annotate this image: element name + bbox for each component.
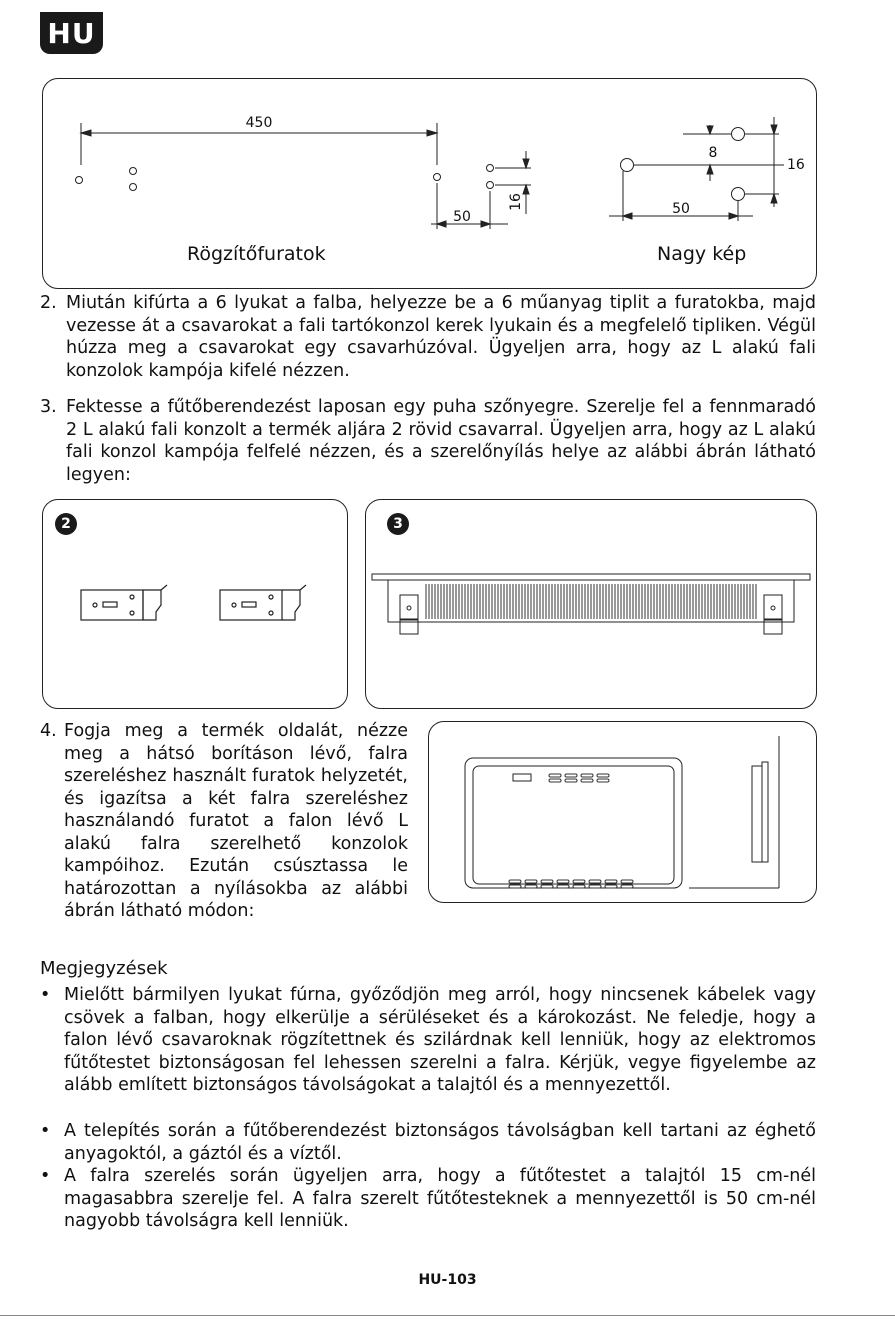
step-2-text: Miután kifúrta a 6 lyukat a falba, helyezze be a 6 műanyag tiplit a furatokba, majd vezesse át a csavarokat a fali tartókonzol kerek lyukain és a megfelelő tipliken. Végül húzza meg a csavarokat egy csavarhúzóval. Ügyeljen arra, hogy az L alakú fali konzolok kampója kifelé nézzen.	[66, 293, 816, 381]
dim-8-label: 8	[708, 145, 718, 161]
figure-3-panel	[365, 499, 817, 709]
note-3	[40, 1165, 816, 1233]
bottom-divider	[0, 1315, 895, 1316]
mounting-holes-panel	[42, 78, 817, 289]
step-3-text: Fektesse a fűtőberendezést laposan egy puha szőnyegre. Szerelje fel a fennmaradó 2 L alakú fali konzolt a termék aljára 2 rövid csavarral. Ügyeljen arra, hogy az L alakú fali konzol kampója felfelé nézzen, és a szerelőnyílás helye az alábbi ábrán látható legyen:	[66, 397, 816, 485]
dim-50-right-label: 50	[672, 201, 690, 217]
figure-4-panel	[428, 721, 817, 903]
wall-mount-diagram	[429, 722, 816, 902]
note-3-text: A falra szerelés során ügyeljen arra, hogy a fűtőtestet a talajtól 15 cm-nél magasabbra szerelje fel. A falra szerelt fűtőtesteknek a mennyezettől is 50 cm-nél nagyobb távolságra kell lenniük.	[64, 1166, 816, 1231]
language-tab: HU	[40, 12, 103, 54]
figure-3-badge: 3	[387, 513, 409, 535]
dim-50-left-label: 50	[453, 209, 471, 225]
step-2	[40, 292, 816, 382]
figure-2-panel	[42, 499, 348, 709]
step-2-number: 2.	[40, 293, 57, 313]
notes-title: Megjegyzések	[40, 958, 168, 979]
figure-2-badge: 2	[55, 513, 77, 535]
bullet-icon: •	[40, 985, 51, 1005]
step-4	[40, 720, 408, 923]
bullet-icon: •	[40, 1166, 51, 1186]
step-3-number: 3.	[40, 397, 57, 417]
note-1	[40, 984, 816, 1097]
dim-16-right-label: 16	[787, 157, 805, 173]
step-4-number: 4.	[40, 721, 57, 741]
caption-mounting-holes: Rögzítőfuratok	[187, 243, 326, 265]
bracket-diagram	[43, 500, 347, 708]
note-2-text: A telepítés során a fűtőberendezést biztonságos távolságban kell tartani az éghető anyagoktól, a gáztól és a víztől.	[64, 1121, 816, 1164]
page-number: HU-103	[418, 1272, 477, 1288]
note-2	[40, 1120, 816, 1165]
step-4-text: Fogja meg a termék oldalát, nézze meg a hátsó borításon lévő, falra szereléshez használt furatok helyzetét, és igazítsa a két falra szereléshez használandó furatot a falon lévő L alakú falra szerelhető konzolok kampóihoz. Ezután csúsztassa le határozottan a nyílásokba az alábbi ábrán látható módon:	[64, 721, 408, 921]
bullet-icon: •	[40, 1121, 51, 1141]
heater-back-diagram	[366, 500, 816, 708]
dim-16-left-label: 16	[508, 193, 524, 211]
step-3	[40, 396, 816, 486]
note-1-text: Mielőtt bármilyen lyukat fúrna, győződjön meg arról, hogy nincsenek kábelek vagy csövek a falban, hogy elkerülje a sérüléseket és a károkozást. Ne feledje, hogy a falon lévő csavaroknak rögzítettnek és szilárdnak kell lenniük, hogy az elektromos fűtőtestet biztonságosan fel lehessen szerelni a falra. Kérjük, vegye figyelembe az alább említett biztonságos távolságokat a talajtól és a mennyezettől.	[64, 985, 816, 1095]
dim-450-label: 450	[245, 115, 273, 131]
caption-large-view: Nagy kép	[657, 243, 747, 265]
